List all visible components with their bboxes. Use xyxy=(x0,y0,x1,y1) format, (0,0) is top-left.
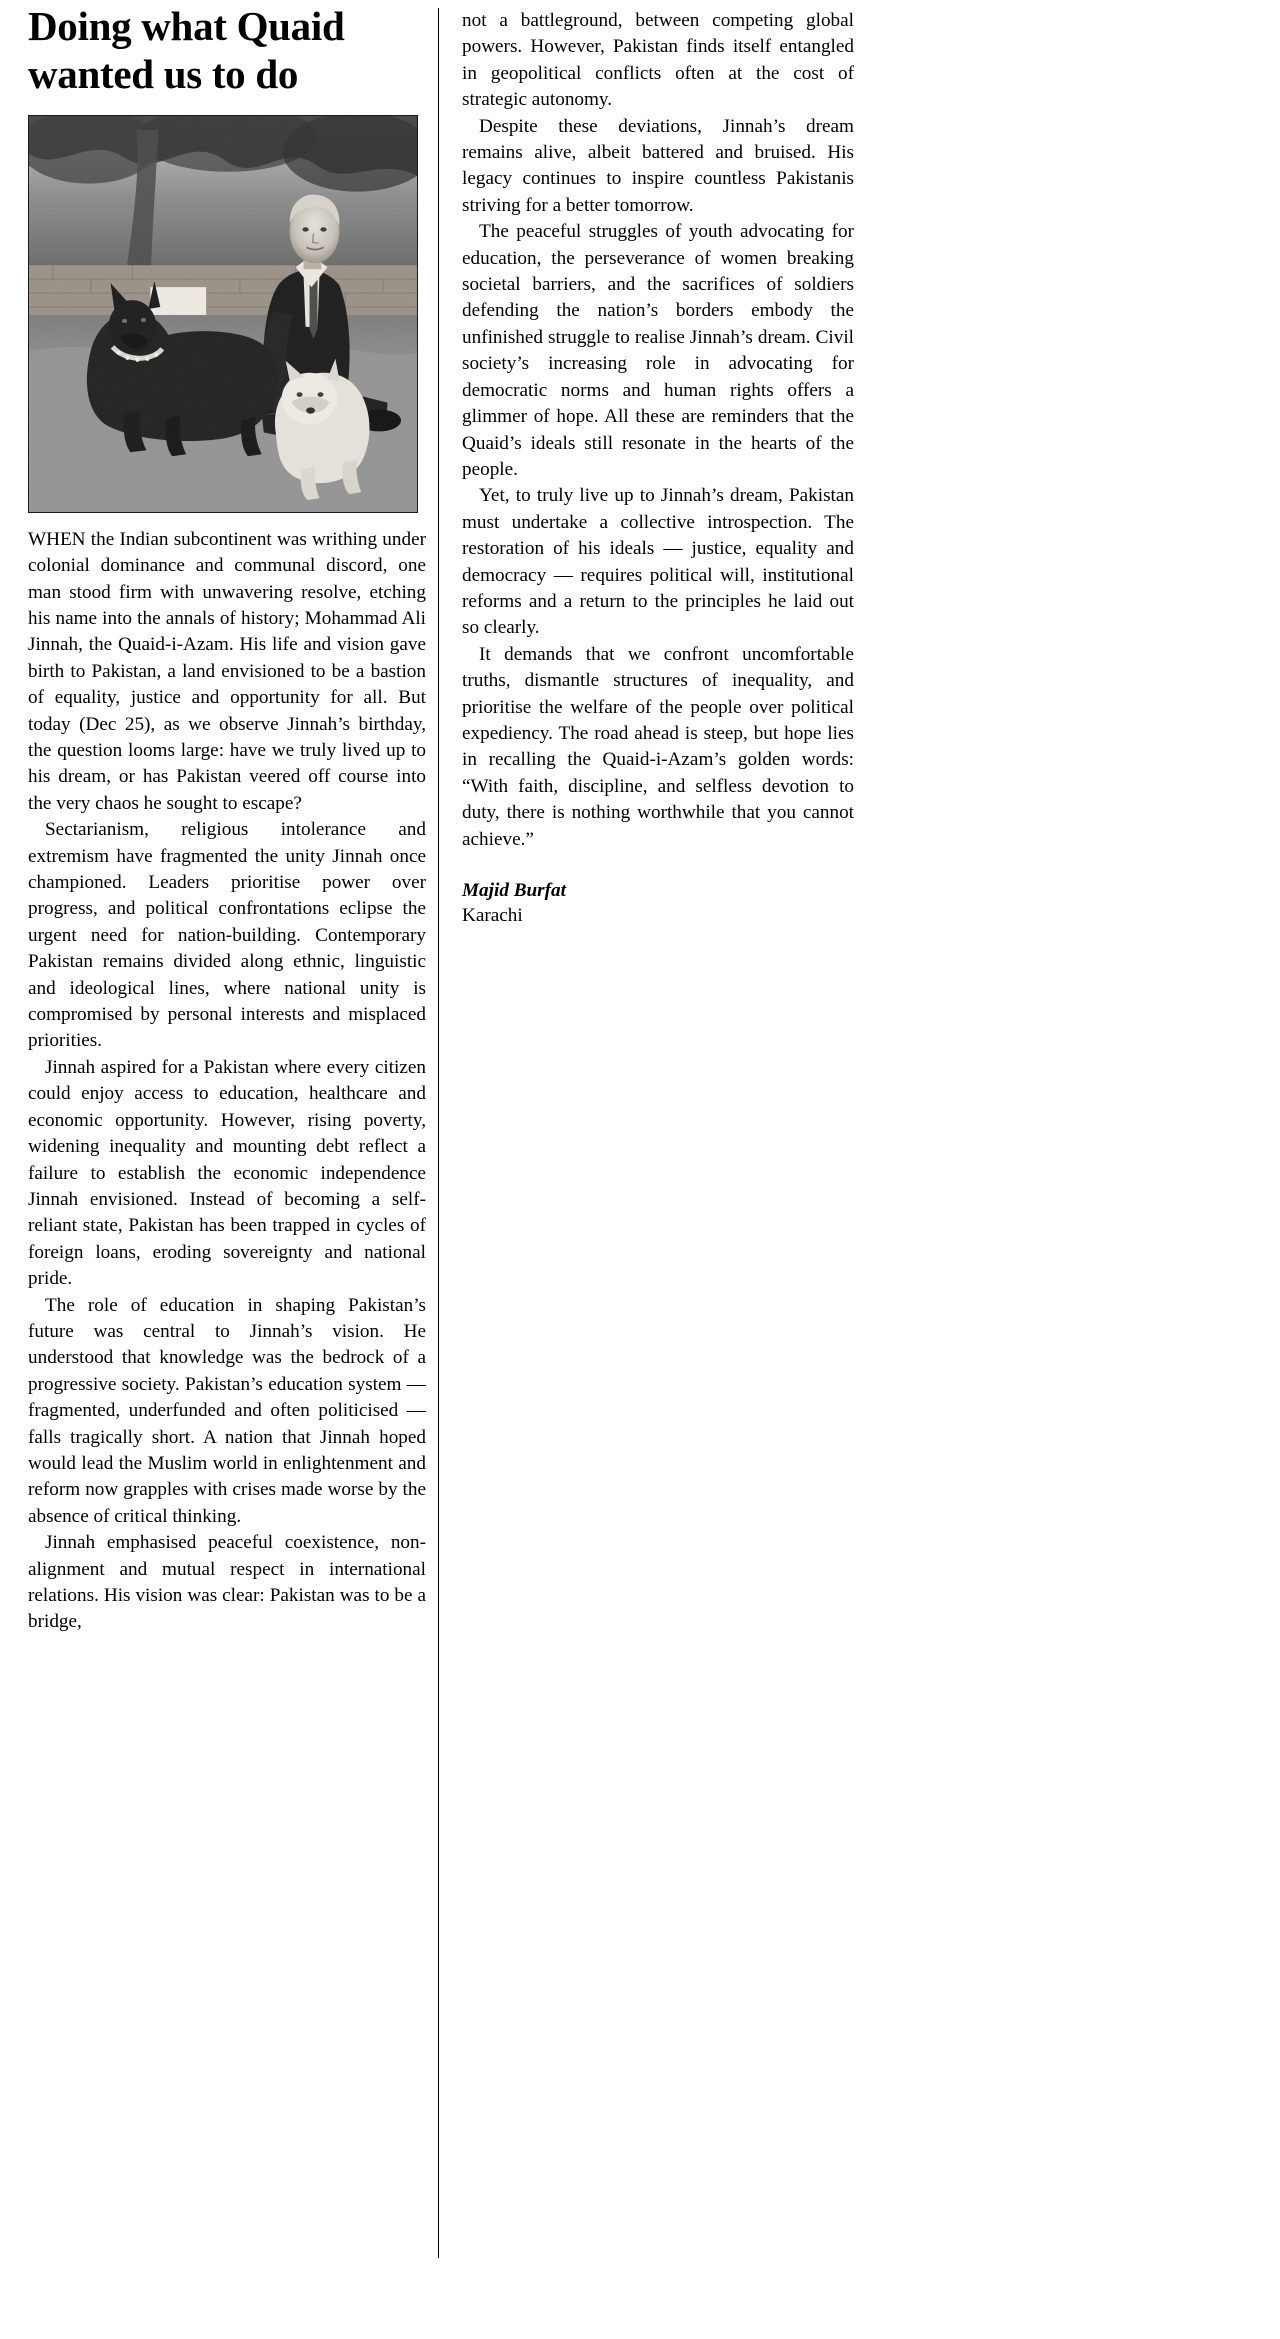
paragraph: The role of education in shaping Pakistan’s future was central to Jinnah’s vision. He understood that knowledge was the bedrock of a progressive society. Pakistan’s education system — fragmented, underfunded and often politicised — falls tragically short. A nation that Jinnah hoped would lead the Muslim world in enlightenment and reform now grapples with crises made worse by the absence of critical thinking. xyxy=(28,1294,426,1527)
right-column xyxy=(462,8,854,928)
left-column-body xyxy=(28,527,426,1636)
left-column xyxy=(28,0,426,1636)
article-photo xyxy=(28,115,418,513)
paragraph: It demands that we confront uncomfortable truths, dismantle structures of inequality, and prioritise the welfare of the people over political expediency. The road ahead is steep, but hope lies in recalling the Quaid-i-Azam’s golden words: “With faith, discipline, and selfless devotion to duty, there is nothing worthwhile that you cannot achieve.” xyxy=(462,643,854,850)
paragraph: The peaceful struggles of youth advocating for education, the perseverance of women breaking societal barriers, and the sacrifices of soldiers defending the nation’s borders embody the unfinished struggle to realise Jinnah’s dream. Civil society’s increasing role in advocating for democratic norms and human rights offers a glimmer of hope. All these are reminders that the Quaid’s ideals still resonate in the hearts of the people. xyxy=(462,221,854,480)
paragraph: not a battleground, between competing global powers. However, Pakistan finds itself entangled in geopolitical conflicts often at the cost of strategic autonomy. xyxy=(462,10,854,111)
paragraph: Jinnah aspired for a Pakistan where every citizen could enjoy access to education, healthcare and economic opportunity. However, rising poverty, widening inequality and mounting debt reflect a failure to establish the economic independence Jinnah envisioned. Instead of becoming a self-reliant state, Pakistan has been trapped in cycles of foreign loans, eroding sovereignty and national pride. xyxy=(28,1056,426,1290)
page-title: Doing what Quaid wanted us to do xyxy=(28,3,345,98)
paragraph: Despite these deviations, Jinnah’s dream remains alive, albeit battered and bruised. His legacy continues to inspire countless Pakistanis striving for a better tomorrow. xyxy=(462,115,854,216)
right-column-body xyxy=(462,8,854,853)
paragraph: Sectarianism, religious intolerance and extremism have fragmented the unity Jinnah once championed. Leaders prioritise power over progress, and political confrontations eclipse the urgent need for nation-building. Contemporary Pakistan remains divided along ethnic, linguistic and ideological lines, where national unity is compromised by personal interests and misplaced priorities. xyxy=(28,819,426,1052)
photo-graphic xyxy=(29,116,417,512)
column-divider-rule xyxy=(438,8,439,2258)
paragraph: WHEN the Indian subcontinent was writhing under colonial dominance and communal discord, one man stood firm with unwavering resolve, etching his name into the annals of history; Mohammad Ali Jinnah, the Quaid-i-Azam. His life and vision gave birth to Pakistan, a land envisioned to be a bastion of equality, justice and opportunity for all. But today (Dec 25), as we observe Jinnah’s birthday, the question looms large: have we truly lived up to his dream, or has Pakistan veered off course into the very chaos he sought to escape? xyxy=(28,528,426,814)
paragraph: Jinnah emphasised peaceful coexistence, non-alignment and mutual respect in international relations. His vision was clear: Pakistan was to be a bridge, xyxy=(28,1532,426,1633)
author-name: Majid Burfat xyxy=(462,880,566,901)
paragraph: Yet, to truly live up to Jinnah’s dream, Pakistan must undertake a collective introspection. The restoration of his ideals — justice, equality and democracy — requires political will, institutional reforms and a return to the principles he laid out so clearly. xyxy=(462,485,854,639)
author-signature xyxy=(462,878,854,928)
author-city: Karachi xyxy=(462,905,523,926)
